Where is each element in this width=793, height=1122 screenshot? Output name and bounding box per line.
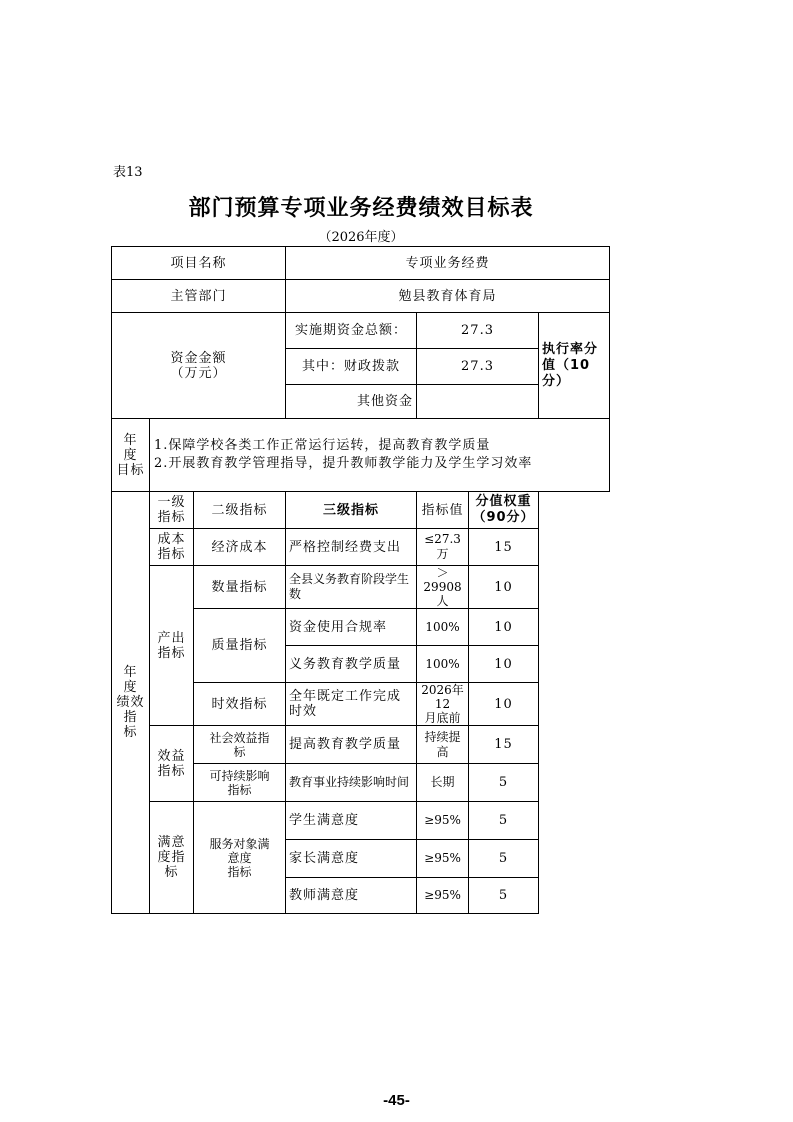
indicators-section-label: 年 度 绩效 指 标 <box>112 492 150 914</box>
level3-cell: 全县义务教育阶段学生数 <box>286 566 417 609</box>
level2-cell: 可持续影响 指标 <box>194 764 286 802</box>
value-cell: 100% <box>417 646 469 683</box>
funds-fiscal-label: 其中：财政拨款 <box>286 349 417 385</box>
value-cell: 2026年12 月底前 <box>417 683 469 726</box>
funds-label: 资金金额 （万元） <box>112 313 286 419</box>
project-name-value: 专项业务经费 <box>286 247 610 280</box>
page-title: 部门预算专项业务经费绩效目标表 <box>188 196 534 221</box>
value-cell: ≤27.3万 <box>417 529 469 566</box>
weight-cell: 5 <box>469 840 539 878</box>
level3-cell: 资金使用合规率 <box>286 609 417 646</box>
weight-cell: 10 <box>469 566 539 609</box>
funds-other-label: 其他资金 <box>286 385 417 419</box>
header-level1: 一级 指标 <box>150 492 194 529</box>
project-name-label: 项目名称 <box>112 247 286 280</box>
level2-cell: 服务对象满 意度 指标 <box>194 802 286 914</box>
value-cell: ＞29908 人 <box>417 566 469 609</box>
performance-table <box>111 246 610 914</box>
level2-cell: 经济成本 <box>194 529 286 566</box>
level3-cell: 全年既定工作完成时效 <box>286 683 417 726</box>
header-weight: 分值权重 （90分） <box>469 492 539 529</box>
weight-cell: 5 <box>469 878 539 914</box>
level3-cell: 教育事业持续影响时间 <box>286 764 417 802</box>
level3-cell: 教师满意度 <box>286 878 417 914</box>
page-subtitle: （2026年度） <box>318 230 404 245</box>
annual-goal-item: 1.保障学校各类工作正常运行运转，提高教育教学质量 <box>154 438 491 453</box>
value-cell: 100% <box>417 609 469 646</box>
level2-cell: 质量指标 <box>194 609 286 683</box>
header-level3: 三级指标 <box>286 492 417 529</box>
level2-cell: 数量指标 <box>194 566 286 609</box>
group-cost-label: 成本 指标 <box>150 529 194 566</box>
level2-cell: 社会效益指 标 <box>194 726 286 764</box>
level3-cell: 家长满意度 <box>286 840 417 878</box>
annual-goal-label: 年 度 目标 <box>112 419 150 492</box>
value-cell: 持续提高 <box>417 726 469 764</box>
level3-cell: 义务教育教学质量 <box>286 646 417 683</box>
department-label: 主管部门 <box>112 280 286 313</box>
level2-cell: 时效指标 <box>194 683 286 726</box>
funds-total-value: 27.3 <box>417 313 539 349</box>
level3-cell: 学生满意度 <box>286 802 417 840</box>
value-cell: ≥95% <box>417 840 469 878</box>
level3-cell: 严格控制经费支出 <box>286 529 417 566</box>
weight-cell: 10 <box>469 646 539 683</box>
weight-cell: 10 <box>469 683 539 726</box>
weight-cell: 5 <box>469 764 539 802</box>
value-cell: 长期 <box>417 764 469 802</box>
weight-cell: 10 <box>469 609 539 646</box>
header-value: 指标值 <box>417 492 469 529</box>
header-level2: 二级指标 <box>194 492 286 529</box>
group-benefit-label: 效益 指标 <box>150 726 194 802</box>
weight-cell: 15 <box>469 529 539 566</box>
funds-fiscal-value: 27.3 <box>417 349 539 385</box>
exec-score-label: 执行率分值（10分） <box>539 313 610 419</box>
group-output-label: 产出 指标 <box>150 566 194 726</box>
funds-total-label: 实施期资金总额： <box>286 313 417 349</box>
weight-cell: 5 <box>469 802 539 840</box>
value-cell: ≥95% <box>417 802 469 840</box>
annual-goal-item: 2.开展教育教学管理指导，提升教师教学能力及学生学习效率 <box>154 456 533 471</box>
level3-cell: 提高教育教学质量 <box>286 726 417 764</box>
funds-other-value <box>417 385 539 419</box>
page-number: -45- <box>383 1092 410 1109</box>
value-cell: ≥95% <box>417 878 469 914</box>
annual-goal-content <box>150 419 610 492</box>
department-value: 勉县教育体育局 <box>286 280 610 313</box>
group-satisfaction-label: 满意 度指 标 <box>150 802 194 914</box>
table-label: 表13 <box>113 165 143 180</box>
weight-cell: 15 <box>469 726 539 764</box>
